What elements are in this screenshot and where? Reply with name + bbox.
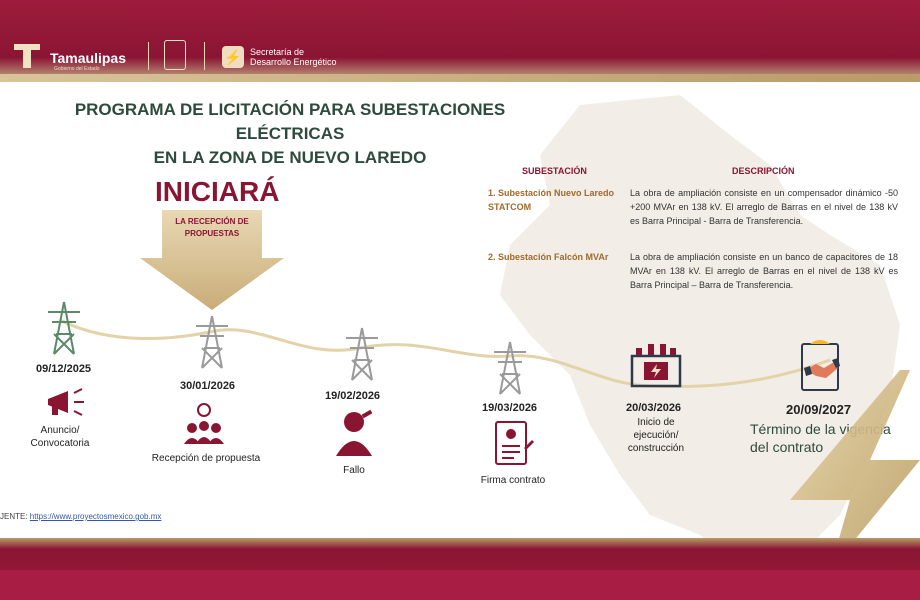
page-title [20, 98, 560, 170]
power-tower-icon [44, 300, 84, 356]
judge-icon [334, 408, 374, 456]
source-link[interactable]: https://www.proyectosmexico.gob.mx [29, 512, 162, 521]
power-tower-icon [192, 314, 232, 370]
title-line1: PROGRAMA DE LICITACIÓN PARA SUBESTACIONES ELÉCTRICAS [74, 100, 506, 143]
state-seal-icon [164, 40, 186, 70]
milestone-date: 19/02/2026 [325, 390, 381, 402]
source-prefix: JENTE: [0, 512, 30, 521]
milestone-date: 19/03/2026 [482, 402, 538, 414]
callout-headline: INICIARÁ [155, 176, 280, 207]
tamaulipas-logo-icon [12, 40, 42, 70]
transformer-icon [630, 340, 682, 390]
header-bar [0, 0, 920, 82]
milestone-label: Fallo [343, 465, 365, 476]
substation-name: 2. Subestación Falcón MVAr [488, 252, 609, 262]
footer-band [0, 570, 920, 600]
column-header-substation: SUBESTACIÓN [522, 166, 587, 176]
source-note [0, 512, 161, 521]
group-icon [182, 402, 226, 444]
milestone-label: Firma contrato [480, 475, 546, 486]
secretariat-line1: Secretaría de [250, 47, 305, 57]
megaphone-icon [44, 385, 88, 419]
substation-description: La obra de ampliación consiste en un compensador dinámico -50 +200 MVAr en 138 kV. El arreglo de Barras en el nivel de 138 kV es Barra Principal - Barra de Transferencia. [630, 188, 898, 226]
energy-bolt-icon: ⚡ [222, 46, 244, 68]
header-gold-band [0, 74, 920, 82]
header-divider [204, 42, 205, 70]
contract-icon [494, 420, 534, 468]
header-divider [148, 42, 149, 70]
secretariat-line2: Desarrollo Energético [250, 57, 337, 67]
state-subtitle: Gobierno del Estado [54, 66, 100, 72]
substation-name: 1. Subestación Nuevo Laredo STATCOM [488, 188, 615, 212]
title-line2: EN LA ZONA DE NUEVO LAREDO [153, 148, 427, 167]
substation-description: La obra de ampliación consiste en un banco de capacitores de 18 MVAr en 138 kV. El arreglo de Barras en el nivel de 138 kV es Barra Principal – Barra de Transferencia. [630, 252, 898, 290]
power-tower-icon [490, 340, 530, 396]
milestone-date: 20/03/2026 [626, 402, 682, 414]
column-header-description: DESCRIPCIÓN [732, 166, 795, 176]
callout-text: LA RECEPCIÓN DE PROPUESTAS [175, 217, 249, 238]
timeline-wave [0, 290, 920, 410]
milestone-label: Recepción de propuesta [151, 453, 261, 464]
milestone-date: 20/09/2027 [786, 402, 852, 417]
power-tower-icon [342, 326, 382, 382]
milestone-date: 30/01/2026 [180, 380, 236, 392]
milestone-label: Anuncio/ Convocatoria [30, 425, 90, 449]
state-name: Tamaulipas [50, 50, 126, 66]
milestone-label: Término de la vigencia del contrato [750, 421, 891, 455]
milestone-date: 09/12/2025 [36, 363, 92, 375]
secretariat-name [250, 47, 337, 67]
milestone-label: Inicio de ejecución/ construcción [627, 417, 685, 454]
